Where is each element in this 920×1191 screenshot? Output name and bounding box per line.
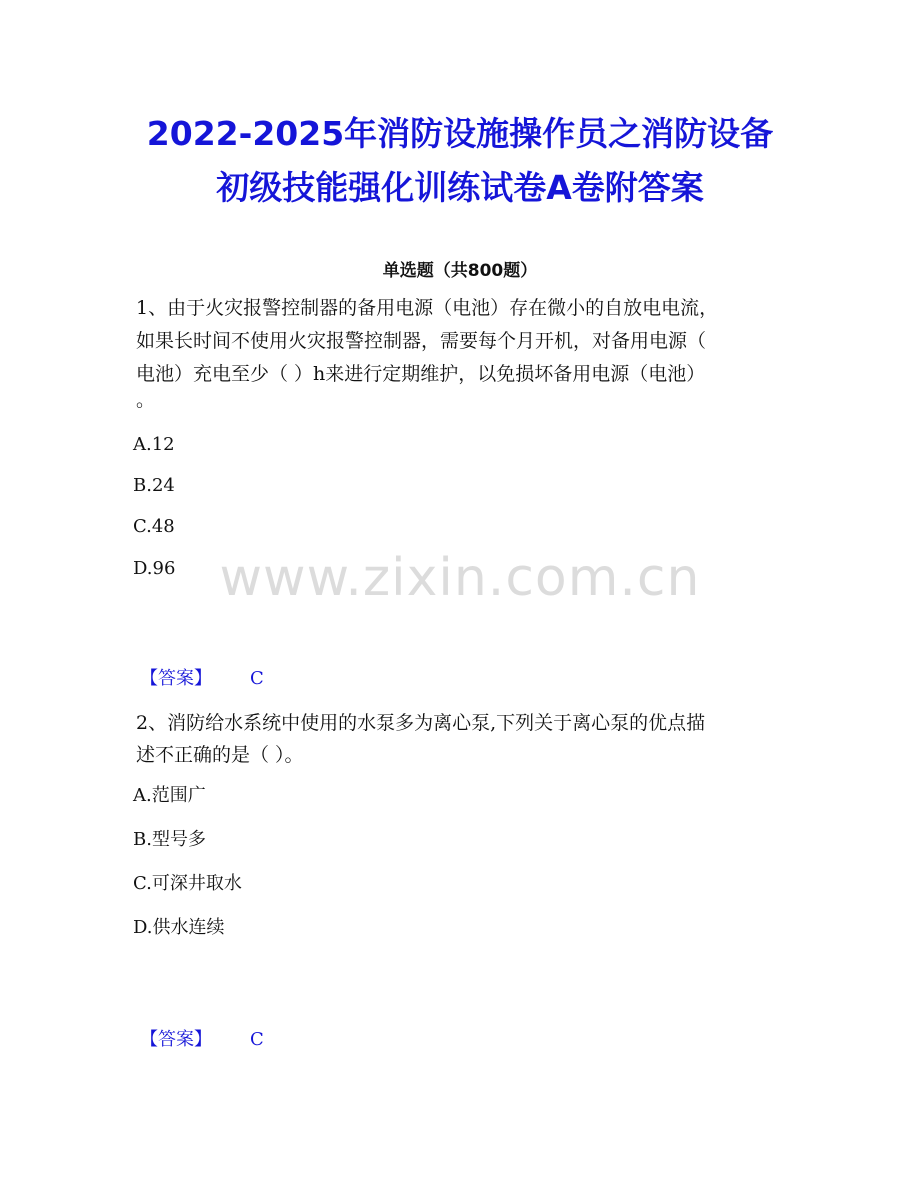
question-2-answer — [140, 1029, 264, 1051]
question-2-line-1: 2、消防给水系统中使用的水泵多为离心泵,下列关于离心泵的优点描 — [136, 712, 706, 734]
question-1-option-c: C.48 — [133, 516, 175, 537]
title-line-1: 2022-2025年消防设施操作员之消防设备 — [146, 114, 774, 153]
watermark: www.zixin.com.cn — [219, 548, 701, 608]
answer-label: 【答案】 — [140, 1029, 212, 1050]
question-1-line-3: 电池）充电至少（ ）h来进行定期维护，以免损坏备用电源（电池） — [136, 363, 706, 385]
question-1-line-1: 1、由于火灾报警控制器的备用电源（电池）存在微小的自放电电流， — [136, 297, 719, 319]
answer-value: C — [250, 668, 264, 689]
title-line-2: 初级技能强化训练试卷A卷附答案 — [216, 168, 704, 207]
question-1-option-d: D.96 — [133, 558, 176, 579]
question-2-line-2: 述不正确的是（ ）。 — [136, 744, 304, 766]
question-1-option-b: B.24 — [133, 475, 175, 496]
question-1-line-2: 如果长时间不使用火灾报警控制器，需要每个月开机，对备用电源（ — [136, 330, 707, 352]
question-2-option-d: D.供水连续 — [133, 917, 225, 938]
question-2-option-b: B.型号多 — [133, 829, 206, 850]
section-heading: 单选题（共800题） — [382, 261, 538, 281]
question-1-answer — [140, 668, 264, 690]
question-1-line-4: 。 — [136, 389, 156, 411]
question-1-option-a: A.12 — [133, 434, 175, 455]
answer-label: 【答案】 — [140, 668, 212, 689]
question-2-option-c: C.可深井取水 — [133, 873, 242, 894]
answer-value: C — [250, 1029, 264, 1050]
question-2-option-a: A.范围广 — [133, 785, 206, 806]
